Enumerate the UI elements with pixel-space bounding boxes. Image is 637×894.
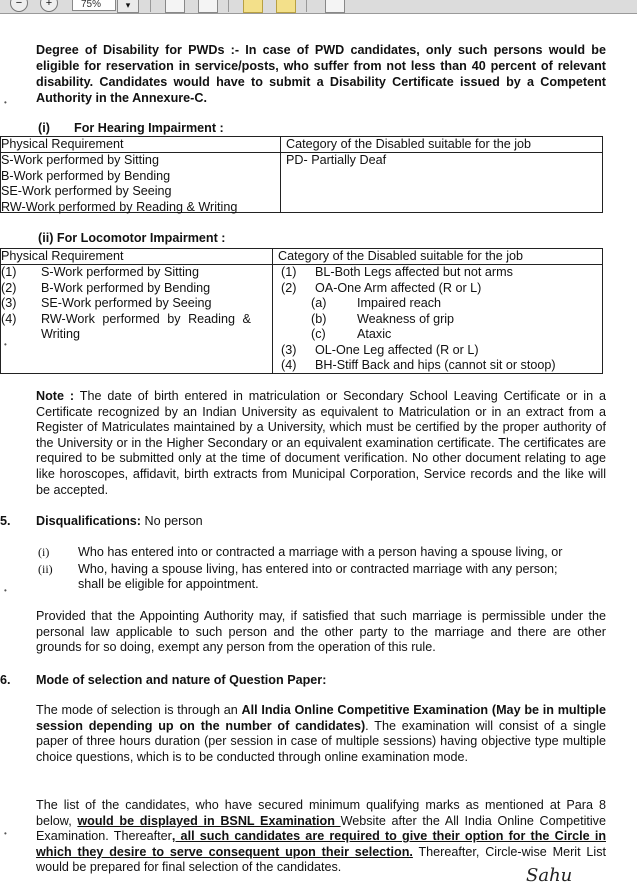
table-divider [272, 249, 273, 373]
item-text: Impaired reach [357, 296, 441, 310]
disqualification-tail: shall be eligible for appointment. [78, 577, 259, 591]
item-number: (4) [281, 358, 297, 372]
hearing-categories [286, 153, 386, 169]
section-6-number: 6. [0, 673, 11, 687]
hearing-heading-number: (i) [38, 121, 50, 135]
item-text: OL-One Leg affected (R or L) [315, 342, 479, 357]
hearing-col1-header: Physical Requirement [1, 137, 124, 151]
zoom-input[interactable]: 75% [72, 0, 116, 11]
text-run: . The examination will consist of a single paper of three hours duration (per session in case of multiple sessions) having objective type multiple choice questions, which is to be conducted through online examination mode. [36, 718, 606, 764]
section-5-number: 5. [0, 514, 11, 528]
zoom-dropdown-button[interactable]: ▾ [117, 0, 139, 13]
locomotor-heading: (ii) For Locomotor Impairment : [38, 231, 226, 245]
section-6-title: Mode of selection and nature of Question Paper: [36, 673, 327, 687]
list-item [281, 327, 556, 343]
locomotor-col2-header: Category of the Disabled suitable for the job [278, 249, 524, 263]
list-item: SE-Work performed by Seeing [1, 184, 172, 198]
underlined-text-run: , all such candidates are required to give their option for the Circle in which they desire to serve consequent upon their selection. [36, 829, 607, 859]
list-item: S-Work performed by Sitting [1, 153, 159, 167]
sub-item-letter: (a) [311, 296, 327, 310]
list-item [281, 343, 556, 359]
note-label: Note : [36, 389, 75, 403]
item-text: OA-One Arm affected (R or L) [315, 280, 482, 295]
sub-item-letter: (b) [311, 311, 327, 326]
selection-mode-paragraph [36, 703, 606, 765]
list-item [281, 358, 556, 374]
item-text: S-Work performed by Sitting [41, 265, 199, 279]
item-number: (3) [281, 342, 297, 357]
list-item [281, 312, 556, 328]
section-5-heading [36, 514, 203, 530]
item-number: (3) [1, 296, 17, 310]
note-paragraph [36, 389, 606, 498]
text-run: Thereafter, Circle-wise Merit List would be prepared for final selection of the candidates. [36, 844, 607, 875]
list-item: RW-Work performed by Reading & Writing [1, 199, 238, 214]
list-item: PD- Partially Deaf [286, 153, 387, 167]
list-item [281, 281, 556, 297]
item-text: Ataxic [357, 327, 392, 341]
item-text: RW-Work performed by Reading & [41, 311, 251, 326]
table-divider [280, 137, 281, 212]
margin-mark: • [4, 829, 7, 838]
locomotor-impairment-table [0, 248, 603, 374]
pwd-disability-paragraph: Degree of Disability for PWDs :- In case of PWD candidates, only such persons would be eligible for reservation in service/posts, who suffer from not less than 40 percent of relevant disability. Candidates would have to submit a Disability Certificate issued by a Competent Authority in the Annexure-C. [36, 43, 606, 105]
hearing-impairment-table [0, 136, 603, 213]
item-text: BL-Both Legs affected but not arms [315, 265, 513, 279]
section-5-title: Disqualifications: [36, 514, 141, 528]
locomotor-categories [281, 265, 556, 374]
disqualification-item: Who has entered into or contracted a marriage with a person having a spouse living, or [78, 545, 563, 559]
item-number: (i) [38, 545, 50, 559]
list-item [1, 327, 269, 343]
item-text: BH-Stiff Back and hips (cannot sit or stoop) [315, 358, 556, 372]
list-item [1, 296, 269, 312]
candidate-list-paragraph [36, 798, 606, 876]
margin-mark: • [4, 98, 7, 107]
item-number: (2) [1, 280, 17, 295]
item-number: (1) [281, 265, 297, 279]
margin-mark: • [4, 340, 7, 349]
underlined-text-run: would be displayed in BSNL Examination [77, 813, 341, 828]
item-number: (1) [1, 265, 17, 279]
sub-item-letter: (c) [311, 327, 326, 341]
bold-text-run: All India Online Competitive Examination (May be in multiple session depending up on the number of candidates) [36, 703, 606, 733]
list-item [281, 265, 556, 281]
list-item [281, 296, 556, 312]
text-run: Website after the All India Online Competitive Examination. Thereafter [36, 813, 606, 844]
signature: Sahu [526, 865, 573, 886]
hearing-col2-header: Category of the Disabled suitable for the job [286, 137, 532, 151]
section-5-lead: No person [144, 514, 203, 528]
item-number: (ii) [38, 562, 53, 576]
item-number: (2) [281, 280, 297, 295]
item-text: Writing [41, 327, 80, 341]
proviso-paragraph: Provided that the Appointing Authority may, if satisfied that such marriage is permissible under the personal law applicable to such person and the other party to the marriage and there are other grounds for so doing, exempt any person from the operation of this rule. [36, 609, 606, 655]
item-text: Weakness of grip [357, 311, 455, 326]
list-item [1, 265, 269, 281]
locomotor-requirements [1, 265, 269, 343]
list-item [1, 312, 269, 328]
text-run: The mode of selection is through an [36, 703, 242, 717]
zoom-in-icon[interactable]: + [40, 0, 58, 12]
hearing-requirements [1, 153, 237, 215]
list-item [1, 281, 269, 297]
disqualification-item: Who, having a spouse living, has entered into or contracted marriage with any person; [78, 562, 558, 576]
zoom-out-icon[interactable]: − [10, 0, 28, 12]
text-run: The list of the candidates, who have secured minimum qualifying marks as mentioned at Para 8 below, [36, 798, 606, 828]
item-number: (4) [1, 311, 17, 326]
item-text: SE-Work performed by Seeing [41, 296, 212, 310]
item-text: B-Work performed by Bending [41, 280, 211, 295]
note-text: The date of birth entered in matriculation or Secondary School Leaving Certificate or in a Certificate recognized by an Indian University as equivalent to Matriculation or in an extract from a Register of Matriculates maintained by a University, which must be certified by the proper authority of the University or in the Higher Secondary or an equivalent examination certificate. The certificates are required to be submitted only at the time of document verification. No other document relating to age like horoscopes, affidavit, birth extracts from Municipal Corporation, Service records and the like will be accepted. [36, 389, 606, 497]
margin-mark: • [4, 586, 7, 595]
list-item: B-Work performed by Bending [1, 168, 171, 183]
locomotor-col1-header: Physical Requirement [1, 249, 124, 263]
hearing-heading: For Hearing Impairment : [74, 121, 224, 135]
